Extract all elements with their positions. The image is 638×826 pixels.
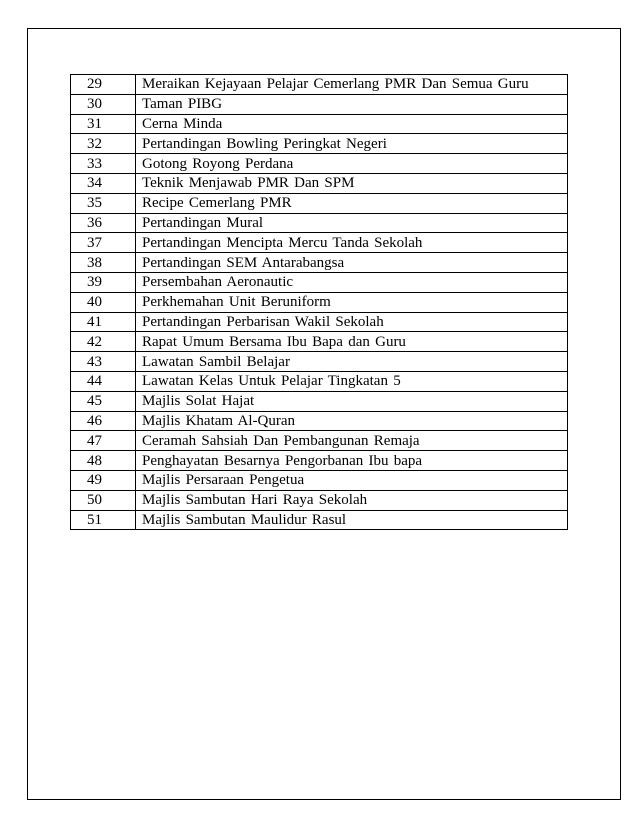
table-row [71, 173, 568, 193]
row-number: 32 [71, 134, 136, 154]
table-row [71, 193, 568, 213]
activity-name: Majlis Sambutan Maulidur Rasul [136, 510, 568, 530]
activity-name: Gotong Royong Perdana [136, 154, 568, 174]
activity-name: Penghayatan Besarnya Pengorbanan Ibu bapa [136, 451, 568, 471]
table-row [71, 233, 568, 253]
row-number: 34 [71, 173, 136, 193]
row-number: 41 [71, 312, 136, 332]
row-number: 31 [71, 114, 136, 134]
table-row [71, 94, 568, 114]
activity-name: Pertandingan SEM Antarabangsa [136, 253, 568, 273]
row-number: 33 [71, 154, 136, 174]
activity-name: Teknik Menjawab PMR Dan SPM [136, 173, 568, 193]
activity-name: Persembahan Aeronautic [136, 272, 568, 292]
activity-name: Majlis Khatam Al-Quran [136, 411, 568, 431]
row-number: 29 [71, 75, 136, 95]
activity-name: Majlis Persaraan Pengetua [136, 470, 568, 490]
activity-name: Recipe Cemerlang PMR [136, 193, 568, 213]
row-number: 50 [71, 490, 136, 510]
table-row [71, 490, 568, 510]
activity-name: Rapat Umum Bersama Ibu Bapa dan Guru [136, 332, 568, 352]
table-row [71, 352, 568, 372]
table-row [71, 391, 568, 411]
activity-name: Taman PIBG [136, 94, 568, 114]
table-row [71, 411, 568, 431]
table-row [71, 272, 568, 292]
row-number: 37 [71, 233, 136, 253]
table-row [71, 332, 568, 352]
row-number: 42 [71, 332, 136, 352]
table-row [71, 154, 568, 174]
row-number: 48 [71, 451, 136, 471]
activity-name: Meraikan Kejayaan Pelajar Cemerlang PMR Dan Semua Guru [136, 75, 568, 95]
row-number: 30 [71, 94, 136, 114]
row-number: 51 [71, 510, 136, 530]
activity-name: Cerna Minda [136, 114, 568, 134]
activity-name: Lawatan Sambil Belajar [136, 352, 568, 372]
activity-name: Pertandingan Perbarisan Wakil Sekolah [136, 312, 568, 332]
row-number: 45 [71, 391, 136, 411]
table-body [71, 75, 568, 530]
table-row [71, 312, 568, 332]
table-row [71, 451, 568, 471]
table-row [71, 371, 568, 391]
table-row [71, 431, 568, 451]
table-row [71, 253, 568, 273]
row-number: 36 [71, 213, 136, 233]
table-row [71, 292, 568, 312]
row-number: 35 [71, 193, 136, 213]
table-row [71, 114, 568, 134]
table-row [71, 470, 568, 490]
activity-name: Pertandingan Mencipta Mercu Tanda Sekolah [136, 233, 568, 253]
table-row [71, 510, 568, 530]
row-number: 44 [71, 371, 136, 391]
activity-name: Ceramah Sahsiah Dan Pembangunan Remaja [136, 431, 568, 451]
table-row [71, 75, 568, 95]
activity-table [70, 74, 568, 530]
activity-name: Pertandingan Bowling Peringkat Negeri [136, 134, 568, 154]
row-number: 39 [71, 272, 136, 292]
activity-name: Majlis Sambutan Hari Raya Sekolah [136, 490, 568, 510]
row-number: 46 [71, 411, 136, 431]
activity-name: Perkhemahan Unit Beruniform [136, 292, 568, 312]
activity-name: Pertandingan Mural [136, 213, 568, 233]
row-number: 49 [71, 470, 136, 490]
row-number: 40 [71, 292, 136, 312]
table-row [71, 213, 568, 233]
activity-name: Majlis Solat Hajat [136, 391, 568, 411]
table-row [71, 134, 568, 154]
activity-name: Lawatan Kelas Untuk Pelajar Tingkatan 5 [136, 371, 568, 391]
row-number: 47 [71, 431, 136, 451]
row-number: 43 [71, 352, 136, 372]
row-number: 38 [71, 253, 136, 273]
